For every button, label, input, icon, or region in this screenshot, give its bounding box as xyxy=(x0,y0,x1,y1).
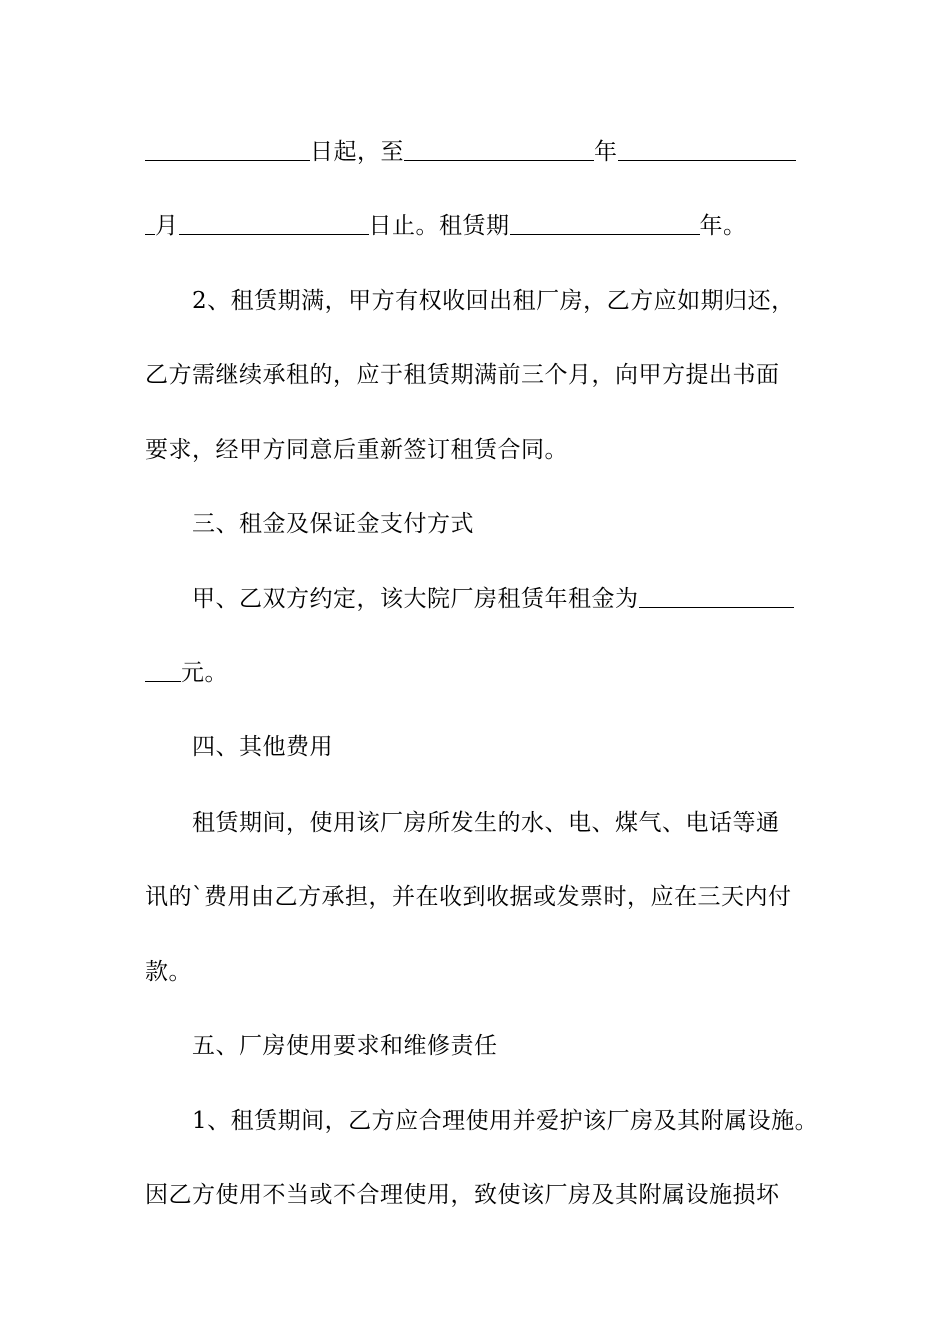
text-years-end: 年。 xyxy=(699,213,747,239)
text-start-to: 日起，至 xyxy=(310,139,404,165)
clause-2-line-2: 乙方需继续承租的，应于租赁期满前三个月，向甲方提出书面 xyxy=(145,362,780,388)
rent-line-2 xyxy=(145,655,228,691)
section-4-heading: 四、其他费用 xyxy=(192,734,333,760)
blank-month-tail xyxy=(145,208,155,235)
lease-term-start-line xyxy=(145,134,796,170)
text-rent-agreement: 甲、乙双方约定，该大院厂房租赁年租金为 xyxy=(192,586,639,612)
text-end-term: 日止。租赁期 xyxy=(368,213,510,239)
fees-line-3: 款。 xyxy=(145,959,192,985)
blank-annual-rent xyxy=(639,581,794,608)
lease-term-end-line xyxy=(145,208,747,244)
blank-term-years xyxy=(510,208,700,235)
clause-2-line-1: 2、租赁期满，甲方有权收回出租厂房，乙方应如期归还， xyxy=(192,288,795,314)
section-5-heading: 五、厂房使用要求和维修责任 xyxy=(192,1033,498,1059)
fees-line-1: 租赁期间，使用该厂房所发生的水、电、煤气、电话等通 xyxy=(192,810,780,836)
clause-5-1-line-1: 1、租赁期间，乙方应合理使用并爱护该厂房及其附属设施。 xyxy=(192,1108,819,1134)
blank-end-day xyxy=(179,208,369,235)
clause-2-line-3: 要求，经甲方同意后重新签订租赁合同。 xyxy=(145,437,568,463)
blank-end-month xyxy=(618,134,796,161)
blank-start-day xyxy=(145,134,310,161)
text-yuan: 元。 xyxy=(181,660,228,686)
section-3-heading: 三、租金及保证金支付方式 xyxy=(192,511,474,537)
rent-line-1 xyxy=(192,581,794,617)
text-year: 年 xyxy=(594,139,618,165)
fees-line-2: 讯的`费用由乙方承担，并在收到收据或发票时，应在三天内付 xyxy=(145,884,792,910)
text-month: 月 xyxy=(155,213,179,239)
blank-end-year xyxy=(404,134,594,161)
clause-5-1-line-2: 因乙方使用不当或不合理使用，致使该厂房及其附属设施损坏 xyxy=(145,1182,780,1208)
blank-annual-rent-tail xyxy=(145,655,181,682)
